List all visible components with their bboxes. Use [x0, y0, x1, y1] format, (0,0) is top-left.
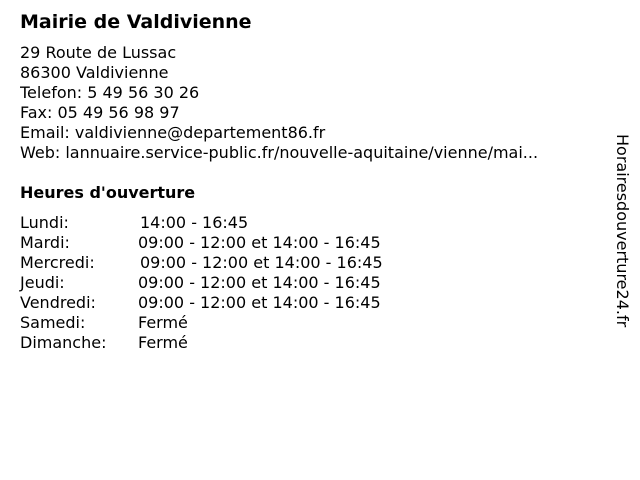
- day-label: Vendredi:: [20, 293, 96, 312]
- time-value: Fermé: [138, 313, 188, 332]
- opening-hours-heading: Heures d'ouverture: [20, 183, 196, 202]
- address-street: 29 Route de Lussac: [20, 43, 177, 62]
- time-value: 09:00 - 12:00 et 14:00 - 16:45: [138, 293, 381, 312]
- day-label: Lundi:: [20, 213, 69, 232]
- fax-number: Fax: 05 49 56 98 97: [20, 103, 180, 122]
- site-watermark: Horairesdouverture24.fr: [613, 134, 632, 328]
- day-label: Mercredi:: [20, 253, 95, 272]
- contact-block: [20, 43, 595, 163]
- phone-number: Telefon: 5 49 56 30 26: [20, 83, 200, 102]
- day-label: Dimanche:: [20, 333, 107, 352]
- time-value: Fermé: [138, 333, 188, 352]
- time-value: 09:00 - 12:00 et 14:00 - 16:45: [138, 273, 381, 292]
- time-value: 09:00 - 12:00 et 14:00 - 16:45: [138, 233, 381, 252]
- email-address: Email: valdivienne@departement86.fr: [20, 123, 326, 142]
- page-title: Mairie de Valdivienne: [20, 11, 252, 33]
- day-label: Mardi:: [20, 233, 70, 252]
- day-label: Samedi:: [20, 313, 86, 332]
- address-city: 86300 Valdivienne: [20, 63, 169, 82]
- day-label: Jeudi:: [20, 273, 65, 292]
- time-value: 09:00 - 12:00 et 14:00 - 16:45: [140, 253, 383, 272]
- time-value: 14:00 - 16:45: [140, 213, 249, 232]
- website-url: Web: lannuaire.service-public.fr/nouvelle-aquitaine/vienne/mai...: [20, 143, 539, 162]
